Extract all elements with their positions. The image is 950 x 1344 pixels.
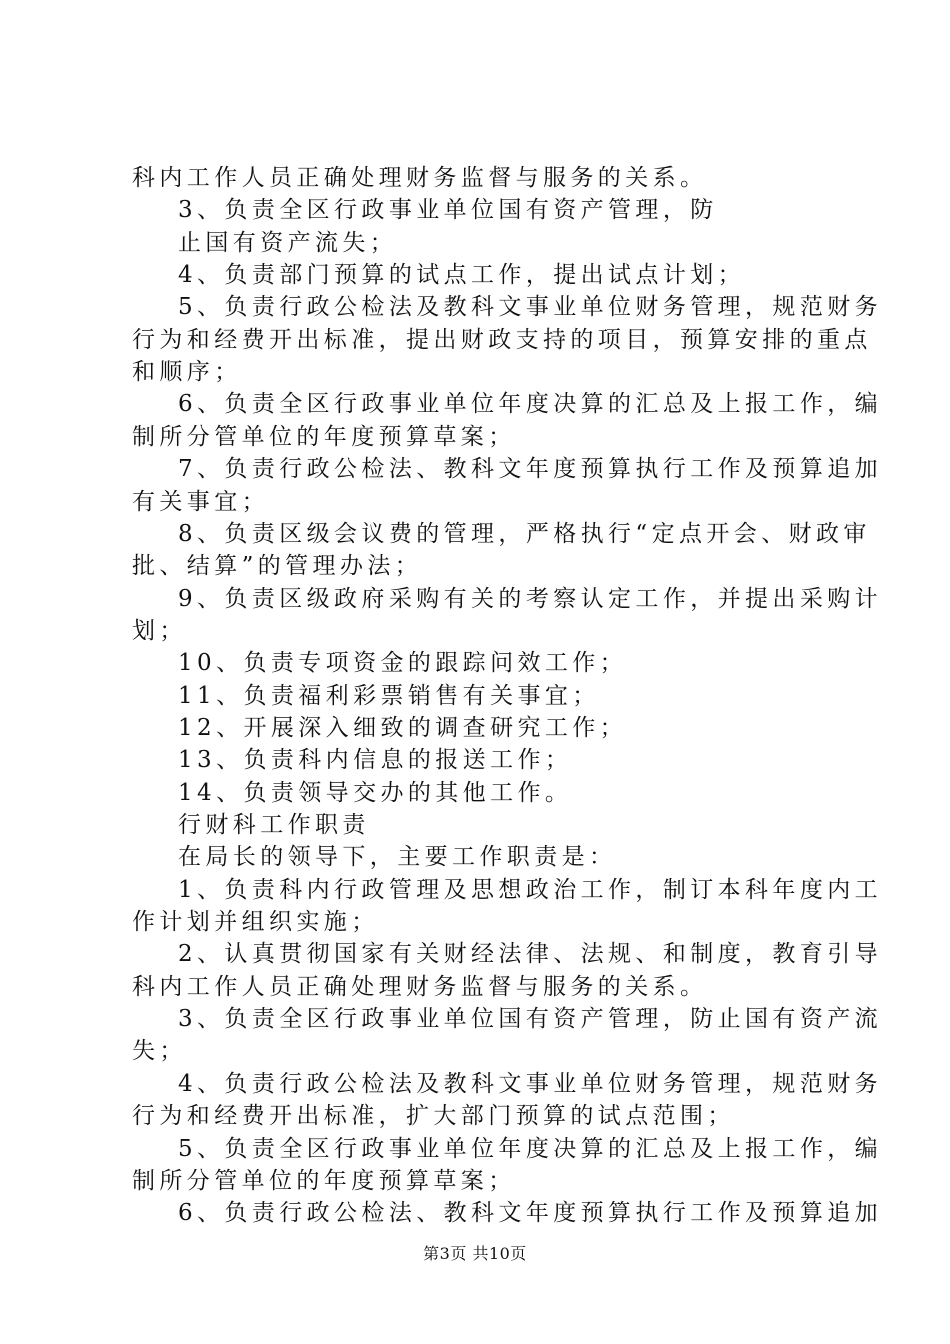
text-line: 行为和经费开出标准，提出财政支持的项目，预算安排的重点 bbox=[132, 326, 872, 353]
text-line: 制所分管单位的年度预算草案； bbox=[132, 423, 516, 450]
text-line: 科内工作人员正确处理财务监督与服务的关系。 bbox=[132, 973, 708, 1000]
text-line: 6、负责行政公检法、教科文年度预算执行工作及预算追加 bbox=[178, 1200, 883, 1227]
text-line: 6、负责全区行政事业单位年度决算的汇总及上报工作，编 bbox=[178, 391, 883, 418]
text-line: 4、负责部门预算的试点工作，提出试点计划； bbox=[178, 262, 746, 289]
text-line: 1、负责科内行政管理及思想政治工作，制订本科年度内工 bbox=[178, 876, 883, 903]
text-line: 13、负责科内信息的报送工作； bbox=[178, 747, 573, 774]
text-line: 2、认真贯彻国家有关财经法律、法规、和制度，教育引导 bbox=[178, 941, 883, 968]
page-footer: 第3页 共10页 bbox=[423, 1244, 527, 1263]
text-line: 14、负责领导交办的其他工作。 bbox=[178, 779, 573, 806]
text-line: 划； bbox=[132, 617, 187, 644]
text-line: 行财科工作职责 bbox=[178, 812, 370, 838]
text-line: 7、负责行政公检法、教科文年度预算执行工作及预算追加 bbox=[178, 456, 883, 483]
text-line: 5、负责行政公检法及教科文事业单位财务管理，规范财务 bbox=[178, 294, 883, 321]
text-line: 4、负责行政公检法及教科文事业单位财务管理，规范财务 bbox=[178, 1070, 883, 1097]
text-line: 作计划并组织实施； bbox=[132, 909, 379, 936]
text-line: 科内工作人员正确处理财务监督与服务的关系。 bbox=[132, 165, 708, 191]
text-line: 10、负责专项资金的跟踪问效工作； bbox=[178, 650, 628, 677]
text-line: 5、负责全区行政事业单位年度决算的汇总及上报工作，编 bbox=[178, 1135, 883, 1162]
text-line: 失； bbox=[132, 1038, 187, 1065]
text-line: 制所分管单位的年度预算草案； bbox=[132, 1167, 516, 1194]
text-line: 8、负责区级会议费的管理，严格执行“定点开会、财政审 bbox=[178, 520, 871, 547]
text-line: 11、负责福利彩票销售有关事宜； bbox=[178, 682, 600, 709]
text-line: 3、负责全区行政事业单位国有资产管理，防止国有资产流 bbox=[178, 1006, 883, 1033]
text-line: 和顺序； bbox=[132, 359, 242, 386]
text-line: 在局长的领导下，主要工作职责是： bbox=[178, 844, 617, 871]
text-line: 3、负责全区行政事业单位国有资产管理，防 bbox=[178, 197, 718, 224]
text-line: 行为和经费开出标准，扩大部门预算的试点范围； bbox=[132, 1103, 735, 1130]
text-line: 批、结算”的管理办法； bbox=[132, 553, 423, 580]
text-line: 有关事宜； bbox=[132, 488, 269, 515]
text-line: 止国有资产流失； bbox=[178, 229, 398, 256]
text-line: 12、开展深入细致的调查研究工作； bbox=[178, 714, 628, 741]
text-line: 9、负责区级政府采购有关的考察认定工作，并提出采购计 bbox=[178, 585, 883, 612]
